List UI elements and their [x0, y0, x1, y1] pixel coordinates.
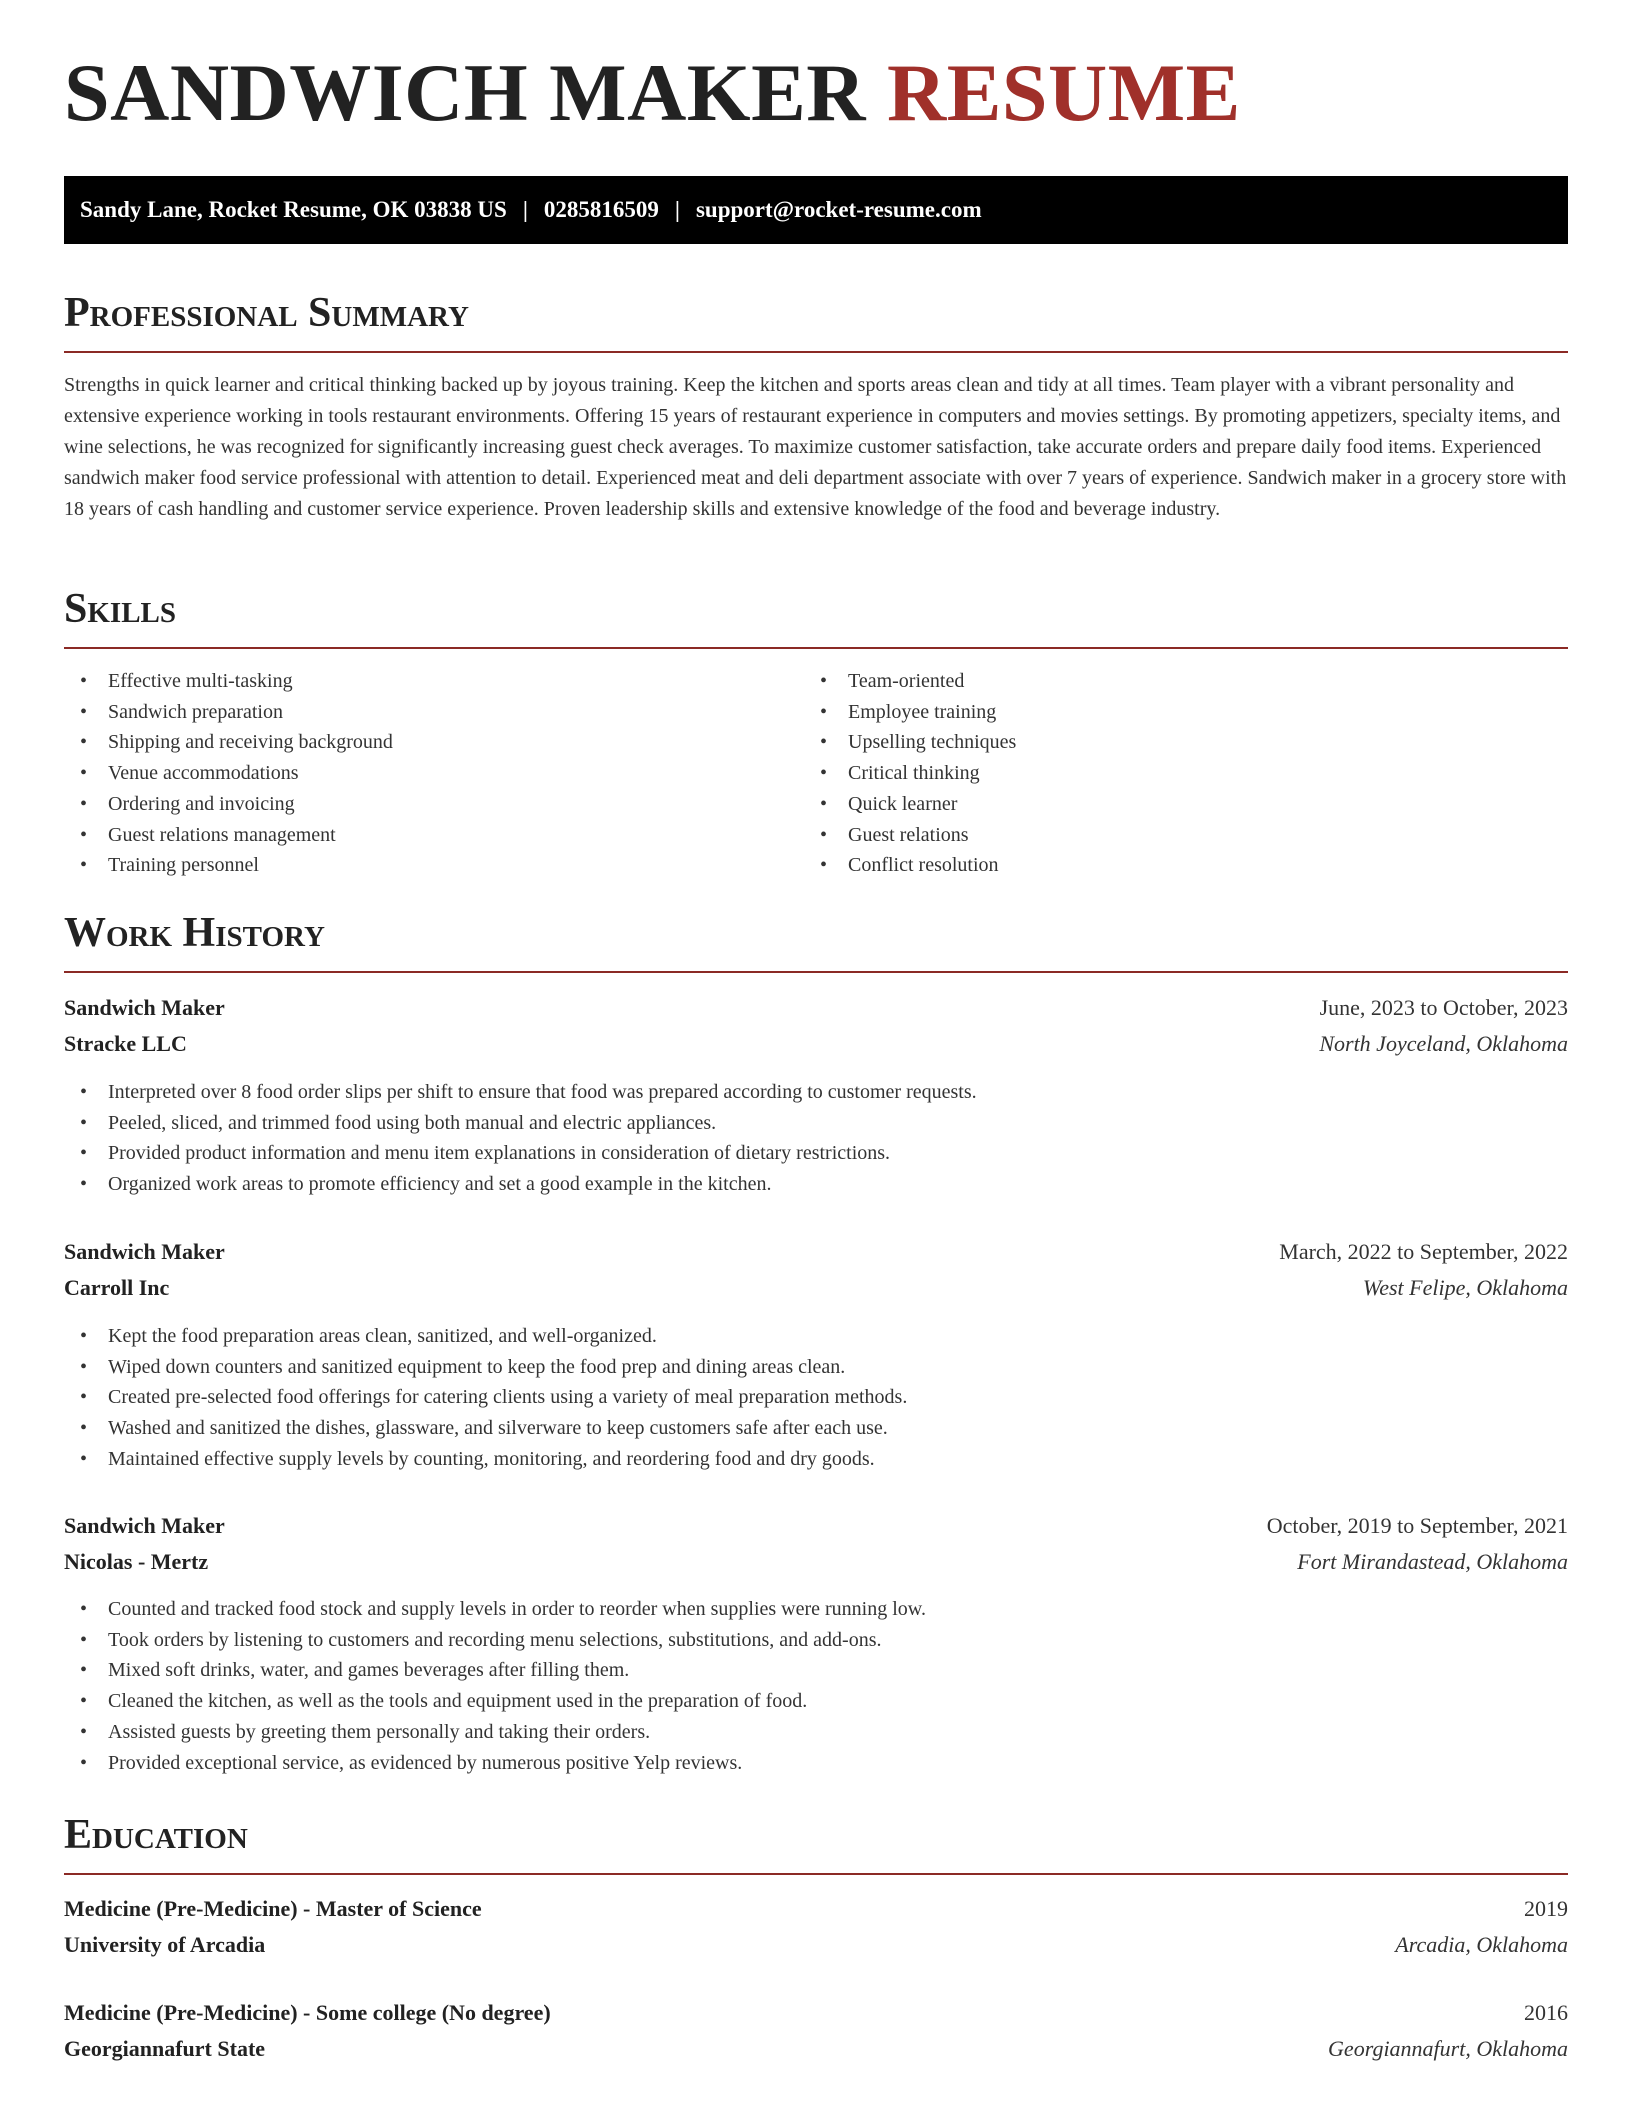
- skill-item: • Quick learner: [804, 789, 1544, 820]
- education-location: Georgiannafurt, Oklahoma: [1328, 2036, 1568, 2061]
- duty-item: • Took orders by listening to customers and recording menu selections, substitutions, and add-ons.: [64, 1625, 1568, 1656]
- education-location: Arcadia, Oklahoma: [1395, 1932, 1568, 1957]
- duty-item: • Cleaned the kitchen, as well as the tools and equipment used in the preparation of food.: [64, 1686, 1568, 1717]
- skill-item: • Employee training: [804, 697, 1544, 728]
- job-dates: June, 2023 to October, 2023: [1319, 995, 1568, 1020]
- title-accent: RESUME: [886, 47, 1241, 138]
- section-heading-work: Work History: [64, 910, 325, 956]
- skill-item: • Sandwich preparation: [64, 697, 804, 728]
- section-divider: [64, 647, 1568, 649]
- education-degree-row: [64, 2002, 1568, 2024]
- skill-item: • Shipping and receiving background: [64, 727, 804, 758]
- job-title-row: [64, 1241, 1568, 1263]
- education-school-row: [64, 2038, 1568, 2060]
- duty-item: • Provided product information and menu item explanations in consideration of dietary restrictions.: [64, 1138, 1568, 1169]
- contact-phone: 0285816509: [543, 197, 659, 222]
- title-main: SANDWICH MAKER: [64, 47, 866, 138]
- duty-item: • Organized work areas to promote efficiency and set a good example in the kitchen.: [64, 1169, 1568, 1200]
- skill-item: • Guest relations management: [64, 820, 804, 851]
- duty-item: • Counted and tracked food stock and supply levels in order to reorder when supplies were running low.: [64, 1594, 1568, 1625]
- education-year: 2016: [1524, 2000, 1568, 2025]
- job-company-row: [64, 1277, 1568, 1299]
- skills-column-right: [804, 666, 1544, 881]
- education-school: Georgiannafurt State: [64, 2036, 266, 2061]
- education-degree-row: [64, 1898, 1568, 1920]
- job-company: Stracke LLC: [64, 1031, 187, 1056]
- job-dates: March, 2022 to September, 2022: [1279, 1239, 1568, 1264]
- job-location: West Felipe, Oklahoma: [1362, 1275, 1568, 1300]
- education-year: 2019: [1524, 1896, 1568, 1921]
- skill-item: • Effective multi-tasking: [64, 666, 804, 697]
- education-school-row: [64, 1934, 1568, 1956]
- contact-separator: |: [522, 197, 528, 222]
- duty-item: • Assisted guests by greeting them personally and taking their orders.: [64, 1717, 1568, 1748]
- duty-item: • Washed and sanitized the dishes, glassware, and silverware to keep customers safe after each use.: [64, 1413, 1568, 1444]
- duty-item: • Mixed soft drinks, water, and games beverages after filling them.: [64, 1655, 1568, 1686]
- skill-item: • Upselling techniques: [804, 727, 1544, 758]
- skill-item: • Team-oriented: [804, 666, 1544, 697]
- section-divider: [64, 351, 1568, 353]
- duty-item: • Wiped down counters and sanitized equipment to keep the food prep and dining areas clean.: [64, 1352, 1568, 1383]
- education-degree: Medicine (Pre-Medicine) - Master of Science: [64, 1896, 482, 1921]
- skill-item: • Ordering and invoicing: [64, 789, 804, 820]
- contact-separator: |: [674, 197, 680, 222]
- job-company: Nicolas - Mertz: [64, 1549, 209, 1574]
- job-dates: October, 2019 to September, 2021: [1266, 1513, 1568, 1538]
- section-divider: [64, 971, 1568, 973]
- skill-item: • Venue accommodations: [64, 758, 804, 789]
- section-heading-summary: Professional Summary: [64, 290, 469, 336]
- job-duties: [64, 1321, 1568, 1475]
- skill-item: • Conflict resolution: [804, 850, 1544, 881]
- education-degree: Medicine (Pre-Medicine) - Some college (No degree): [64, 2000, 551, 2025]
- summary-text: Strengths in quick learner and critical thinking backed up by joyous training. Keep the kitchen and sports areas clean and tidy at all times. Team player with a vibrant personality and extensive experience working in tools restaurant environments. Offering 15 years of restaurant experience in computers and movies settings. By promoting appetizers, specialty items, and wine selections, he was recognized for significantly increasing guest check averages. To maximize customer satisfaction, take accurate orders and prepare daily food items. Experienced sandwich maker food service professional with attention to detail. Experienced meat and deli department associate with over 7 years of experience. Sandwich maker in a grocery store with 18 years of cash handling and customer service experience. Proven leadership skills and extensive knowledge of the food and beverage industry.: [64, 374, 1567, 520]
- job-duties: [64, 1077, 1568, 1200]
- duty-item: • Interpreted over 8 food order slips per shift to ensure that food was prepared according to customer requests.: [64, 1077, 1568, 1108]
- section-heading-skills: Skills: [64, 586, 177, 632]
- job-duties: [64, 1594, 1568, 1778]
- duty-item: • Provided exceptional service, as evidenced by numerous positive Yelp reviews.: [64, 1748, 1568, 1779]
- duty-item: • Maintained effective supply levels by counting, monitoring, and reordering food and dry goods.: [64, 1444, 1568, 1475]
- job-company-row: [64, 1551, 1568, 1573]
- job-title: Sandwich Maker: [64, 995, 225, 1020]
- job-title-row: [64, 1515, 1568, 1537]
- contact-bar: [64, 176, 1568, 244]
- job-location: Fort Mirandastead, Oklahoma: [1297, 1549, 1568, 1574]
- section-divider: [64, 1873, 1568, 1875]
- section-heading-education: Education: [64, 1812, 248, 1858]
- resume-title: [64, 47, 1241, 138]
- job-title: Sandwich Maker: [64, 1239, 225, 1264]
- job-location: North Joyceland, Oklahoma: [1319, 1031, 1568, 1056]
- job-title-row: [64, 997, 1568, 1019]
- duty-item: • Peeled, sliced, and trimmed food using both manual and electric appliances.: [64, 1108, 1568, 1139]
- duty-item: • Kept the food preparation areas clean, sanitized, and well-organized.: [64, 1321, 1568, 1352]
- skills-list: [64, 666, 1568, 881]
- education-school: University of Arcadia: [64, 1932, 266, 1957]
- skills-column-left: [64, 666, 804, 881]
- job-company-row: [64, 1033, 1568, 1055]
- duty-item: • Created pre-selected food offerings for catering clients using a variety of meal preparation methods.: [64, 1382, 1568, 1413]
- contact-email[interactable]: support@rocket-resume.com: [695, 197, 982, 222]
- contact-address: Sandy Lane, Rocket Resume, OK 03838 US: [80, 197, 507, 222]
- skill-item: • Guest relations: [804, 820, 1544, 851]
- job-company: Carroll Inc: [64, 1275, 170, 1300]
- skill-item: • Critical thinking: [804, 758, 1544, 789]
- job-title: Sandwich Maker: [64, 1513, 225, 1538]
- skill-item: • Training personnel: [64, 850, 804, 881]
